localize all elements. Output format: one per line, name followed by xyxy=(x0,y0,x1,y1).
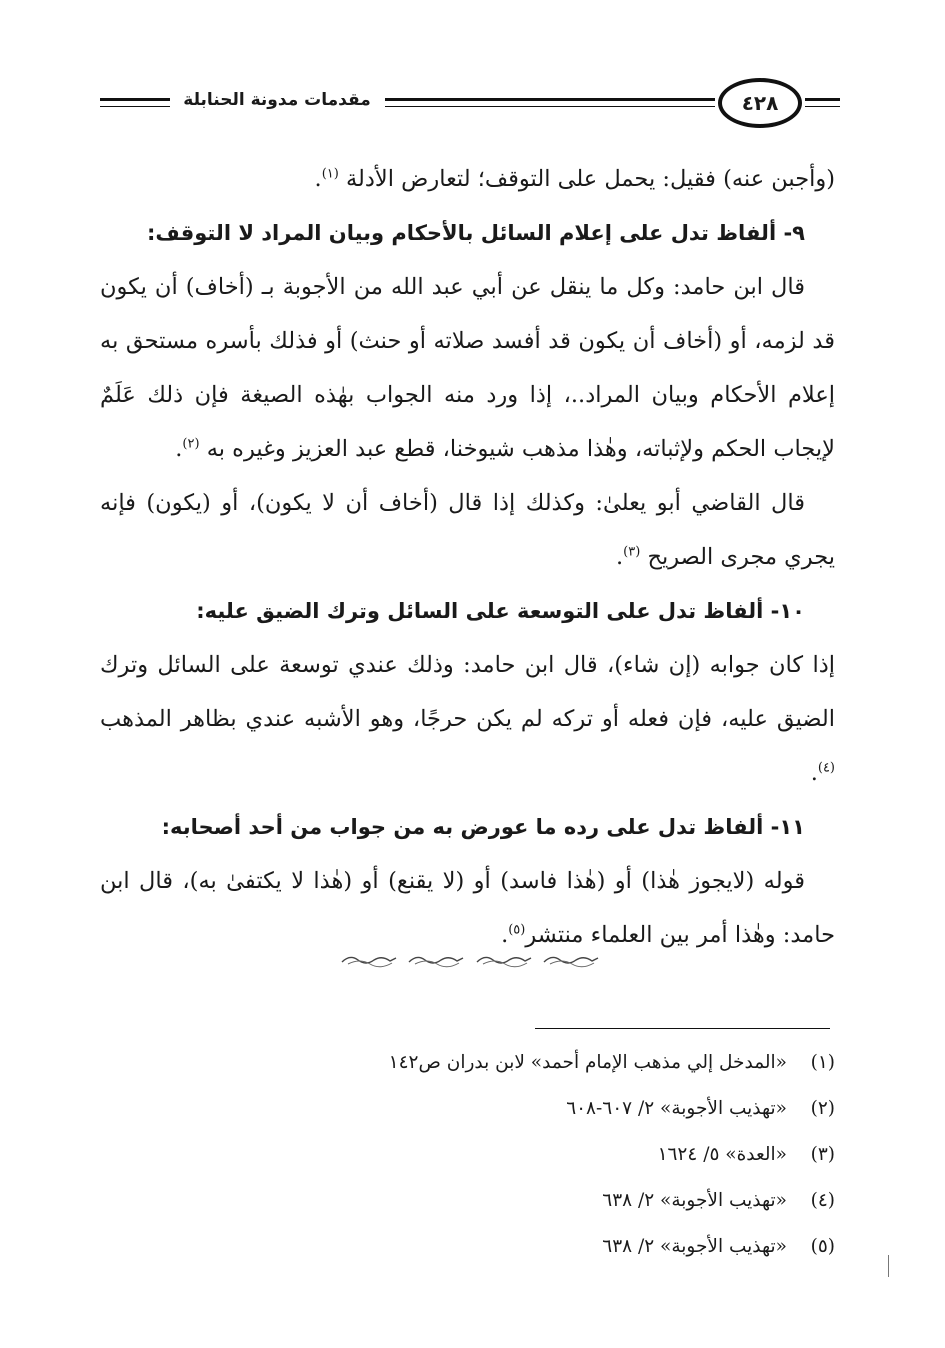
ornament-flourish-icon xyxy=(475,952,533,968)
footnote-text: «تهذيب الأجوبة» ٢/ ٦٣٨ xyxy=(602,1190,787,1211)
ornament-flourish-icon xyxy=(542,952,600,968)
header-rule-left-thin xyxy=(100,106,170,107)
footnote-number: (٣) xyxy=(810,1144,835,1165)
section-heading-10: ١٠- ألفاظ تدل على التوسعة على السائل وترك الضيق عليه: xyxy=(196,599,805,623)
footnote-item xyxy=(300,1178,835,1224)
header-rule-left xyxy=(100,98,170,101)
section-end-ornament xyxy=(340,948,600,972)
paragraph: (وأجبن عنه) فقيل: يحمل على التوقف؛ لتعارض الأدلة $^{(١)}$. xyxy=(314,166,835,192)
scan-margin-mark xyxy=(888,1255,889,1277)
footnote-ref: (٤) xyxy=(817,760,835,776)
footnote-ref: (١) xyxy=(321,166,339,182)
footnote-ref: (٥) xyxy=(508,922,526,938)
paragraph: قال ابن حامد: وكل ما ينقل عن أبي عبد الله من الأجوبة بـ (أخاف) أن يكون قد لزمه، أو (أخاف أن يكون قد أفسد صلاته أو حنث) أو فذلك بأسره مستحق به إعلام الأحكام وبيان المراد..، إذا ورد منه الجواب بهٰذه الصيغة فإن ذلك عَلَمٌ لإيجاب الحكم ولإثباته، وهٰذا مذهب شيوخنا، قطع عبد العزيز وغيره به $^{(٢)}$. xyxy=(100,274,835,462)
footnote-ref: (٢) xyxy=(182,436,200,452)
main-text xyxy=(100,152,835,962)
footnotes xyxy=(300,1040,835,1270)
footnote-text: «تهذيب الأجوبة» ٢/ ٦٣٨ xyxy=(602,1236,787,1257)
footnote-text: «العدة» ٥/ ١٦٢٤ xyxy=(657,1144,787,1165)
footnote-number: (٤) xyxy=(810,1190,835,1211)
footnote-item xyxy=(300,1040,835,1086)
section-heading-11: ١١- ألفاظ تدل على رده ما عورض به من جواب من أحد أصحابه: xyxy=(161,815,805,839)
section-heading-9: ٩- ألفاظ تدل على إعلام السائل بالأحكام وبيان المراد لا التوقف: xyxy=(147,221,805,245)
footnote-item xyxy=(300,1086,835,1132)
footnote-number: (١) xyxy=(810,1052,835,1073)
running-header xyxy=(100,68,840,138)
footnote-text: «تهذيب الأجوبة» ٢/ ٦٠٧-٦٠٨ xyxy=(566,1098,787,1119)
book-title: مقدمات مدونة الحنابلة xyxy=(172,90,382,110)
footnote-number: (٢) xyxy=(810,1098,835,1119)
footnote-ref: (٣) xyxy=(623,544,641,560)
footnote-separator xyxy=(535,1028,830,1029)
ornament-flourish-icon xyxy=(407,952,465,968)
paragraph: إذا كان جوابه (إن شاء)، قال ابن حامد: وذلك عندي توسعة على السائل وترك الضيق عليه، فإن فعله أو تركه لم يكن حرجًا، وهو الأشبه عندي بظاهر المذهب $^{(٤)}$. xyxy=(100,652,835,786)
footnote-number: (٥) xyxy=(810,1236,835,1257)
header-rule-middle xyxy=(385,98,715,101)
page-number-badge xyxy=(718,78,802,128)
footnote-item xyxy=(300,1224,835,1270)
header-rule-right-thin xyxy=(805,106,840,107)
footnote-text: «المدخل إلي مذهب الإمام أحمد» لابن بدران ص١٤٢ xyxy=(388,1052,787,1073)
footnote-item xyxy=(300,1132,835,1178)
ornament-flourish-icon xyxy=(340,952,398,968)
paragraph: قال القاضي أبو يعلىٰ: وكذلك إذا قال (أخاف أن لا يكون)، أو (يكون) فإنه يجري مجرى الصريح $^{(٣)}$. xyxy=(100,490,835,570)
header-rule-right xyxy=(805,98,840,101)
paragraph: قوله (لايجوز هٰذا) أو (هٰذا فاسد) أو (لا يقنع) أو (هٰذا لا يكتفىٰ به)، قال ابن حامد: وهٰذا أمر بين العلماء منتشر$^{(٥)}$. xyxy=(100,868,835,948)
header-rule-middle-thin xyxy=(385,106,715,107)
page-number: ٤٢٨ xyxy=(741,91,779,115)
